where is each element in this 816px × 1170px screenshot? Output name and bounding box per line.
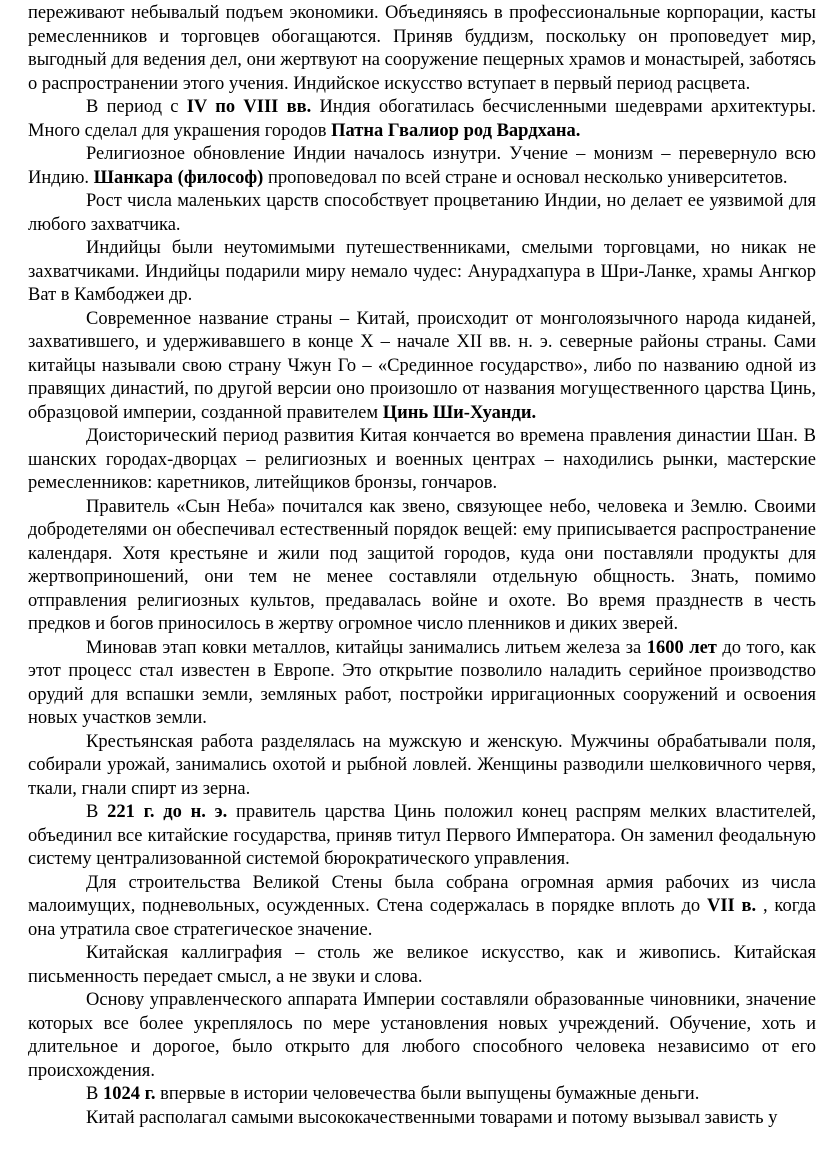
text-run: Современное название страны – Китай, происходит от монголоязычного народа киданей, захватившего, и удерживавшего в конце X – начале XII вв. н. э. северные районы страны. Сами китайцы называли свою страну Чжун Го – «Срединное государство», либо по названию одной из правящих династий, по другой версии оно произошло от названия могущественного царства Цинь, образцовой империи, созданной правителем: [28, 308, 816, 423]
text-run: Крестьянская работа разделялась на мужскую и женскую. Мужчины обрабатывали поля, собирали урожай, занимались охотой и рыбной ловлей. Женщины разводили шелковичного червя, ткали, гнали спирт из зерна.: [28, 731, 816, 799]
paragraph: [28, 237, 816, 308]
bold-text: 221 г. до н. э.: [107, 802, 228, 822]
text-run: , когда она утратила свое стратегическое значение.: [28, 896, 816, 940]
paragraph: [28, 1107, 816, 1131]
text-run: Индийцы были неутомимыми путешественниками, смелыми торговцами, но никак не захватчиками. Индийцы подарили миру немало чудес: Анурадхапура в Шри-Ланке, храмы Ангкор Ват в Камбоджеи др.: [28, 238, 816, 305]
bold-text: Патна Гвалиор род Вардхана.: [331, 120, 581, 141]
text-run: впервые в истории человечества были выпущены бумажные деньги.: [155, 1084, 700, 1104]
bold-text: VII в.: [706, 896, 757, 916]
text-run: Китайская каллиграфия – столь же великое искусство, как и живопись. Китайская письменность передает смысл, а не звуки и слова.: [28, 943, 816, 987]
text-run: переживают небывалый подъем экономики. Объединяясь в профессиональные корпорации, касты ремесленников и торговцев обогащаются. Приняв буддизм, поскольку он проповедует мир, выгодный для ведения дел, они жертвуют на сооружение пещерных храмов и монастырей, заботясь о распространении этого учения. Индийское искусство вступает в первый период расцвета.: [28, 3, 816, 94]
bold-text: Шанкара (философ): [93, 167, 264, 188]
text-run: В период с: [86, 97, 187, 117]
paragraph: [28, 308, 816, 426]
paragraph: [28, 96, 816, 143]
paragraph: [28, 190, 816, 237]
text-run: В: [86, 1084, 103, 1104]
text-run: Правитель «Сын Неба» почитался как звено, связующее небо, человека и Землю. Своими добродетелями он обеспечивал естественный порядок вещей: ему приписывается распространение календаря. Хотя крестьяне и жили под защитой городов, куда они поставляли продукты для жертвоприношений, они тем не менее составляли отдельную общность. Знать, помимо отправления религиозных культов, предавалась войне и охоте. Во время празднеств в честь предков и богов приносилось в жертву огромное число пленников и диких зверей.: [28, 496, 816, 634]
paragraph: [28, 989, 816, 1083]
text-run: Индия обогатилась бесчисленными шедеврами архитектуры. Много сделал для украшения городов: [28, 97, 816, 141]
document-body: [28, 2, 816, 1130]
paragraph: [28, 637, 816, 731]
text-run: Миновав этап ковки металлов, китайцы занимались литьем железа за: [86, 637, 647, 658]
paragraph: [28, 801, 816, 872]
text-run: Рост числа маленьких царств способствует процветанию Индии, но делает ее уязвимой для любого захватчика.: [28, 191, 816, 235]
paragraph: [28, 496, 816, 637]
text-run: Китай располагал самыми высококачественными товарами и потому вызывал зависть у: [86, 1107, 778, 1128]
paragraph: [28, 1083, 816, 1107]
paragraph: [28, 143, 816, 190]
bold-text: 1024 г.: [102, 1084, 156, 1104]
text-run: Для строительства Великой Стены была собрана огромная армия рабочих из числа малоимущих, подневольных, осужденных. Стена содержалась в порядке вплоть до: [28, 872, 816, 916]
paragraph: [28, 731, 816, 802]
text-run: Основу управленческого аппарата Империи составляли образованные чиновники, значение которых все более укреплялось по мере установления новых учреждений. Обучение, хоть и длительное и дорогое, было открыто для любого способного человека независимо от его происхождения.: [28, 990, 816, 1081]
text-run: до того, как этот процесс стал известен в Европе. Это открытие позволило наладить серийное производство орудий для вспашки земли, земляных работ, постройки ирригационных сооружений и освоения новых участков земли.: [28, 637, 816, 728]
paragraph: [28, 2, 816, 96]
paragraph: [28, 425, 816, 496]
bold-text: 1600 лет: [646, 637, 717, 658]
bold-text: IV по VIII вв.: [186, 97, 312, 117]
paragraph: [28, 872, 816, 943]
text-run: правитель царства Цинь положил конец распрям мелких властителей, объединил все китайские государства, приняв титул Первого Императора. Он заменил феодальную систему централизованной системой бюрократического управления.: [28, 802, 816, 869]
paragraph: [28, 942, 816, 989]
text-run: Доисторический период развития Китая кончается во времена правления династии Шан. В шанских городах-дворцах – религиозных и военных центрах – находились рынки, мастерские ремесленников: каретников, литейщиков бронзы, гончаров.: [28, 426, 816, 493]
text-run: Религиозное обновление Индии началось изнутри. Учение – монизм – перевернуло всю Индию.: [28, 144, 816, 188]
text-run: В: [86, 802, 108, 822]
bold-text: Цинь Ши-Хуанди.: [382, 402, 537, 423]
text-run: проповедовал по всей стране и основал несколько университетов.: [263, 167, 788, 188]
